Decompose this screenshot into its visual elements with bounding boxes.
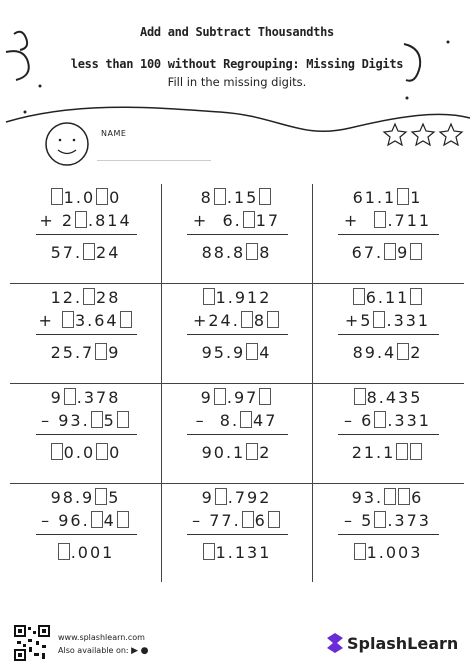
digit-text: 2 [259,443,272,462]
top-number [10,488,161,507]
problem-9 [312,384,463,484]
problem-7 [10,384,161,484]
missing-digit-box[interactable] [384,488,396,505]
missing-digit-box[interactable] [95,343,107,360]
digit-text: 25.7 [50,343,95,362]
second-number [161,511,312,530]
missing-digit-box[interactable] [214,188,226,205]
answer-number [10,543,161,562]
splashlearn-logo-icon [325,632,345,654]
digit-text: 4 [259,343,272,362]
missing-digit-box[interactable] [51,443,63,460]
digit-text: 88.8 [201,243,246,262]
missing-digit-box[interactable] [62,311,74,328]
brand-name: SplashLearn [347,634,459,653]
answer-rule [187,334,288,335]
missing-digit-box[interactable] [117,411,129,428]
second-number [312,311,463,330]
digit-text: 8 [253,311,267,330]
missing-digit-box[interactable] [259,188,271,205]
missing-digit-box[interactable] [58,543,70,560]
website-link[interactable]: www.splashlearn.com [58,633,145,642]
digit-text: .331 [387,411,431,430]
second-number [10,511,161,530]
digit-text: 0 [109,443,122,462]
digit-text: 9 [200,388,213,407]
digit-text: 9 [108,343,121,362]
answer-number [312,343,463,362]
smiley-icon [46,123,88,165]
answer-rule [36,534,137,535]
digit-text: – 96. [41,511,90,530]
missing-digit-box[interactable] [410,243,422,260]
digit-text: 67. [351,243,384,262]
digit-text: 61.1 [352,188,397,207]
worksheet-title-line2: less than 100 without Regrouping: Missing Digits [70,57,404,71]
missing-digit-box[interactable] [64,388,76,405]
digit-text: 6.11 [365,288,410,307]
answer-rule [338,534,439,535]
digit-text: 28 [96,288,121,307]
digit-text: – 77. [192,511,241,530]
missing-digit-box[interactable] [241,311,253,328]
missing-digit-box[interactable] [374,211,386,228]
second-number [10,411,161,430]
missing-digit-box[interactable] [240,411,252,428]
missing-digit-box[interactable] [410,443,422,460]
digit-text: 57. [50,243,83,262]
digit-text: 6 [254,511,267,530]
missing-digit-box[interactable] [410,288,422,305]
missing-digit-box[interactable] [215,488,227,505]
missing-digit-box[interactable] [398,488,410,505]
answer-rule [187,234,288,235]
digit-text: 2 [410,343,423,362]
digit-text: 4 [103,511,116,530]
top-number [161,288,312,307]
missing-digit-box[interactable] [374,411,386,428]
digit-text: 1.0 [63,188,96,207]
problem-1 [10,184,161,284]
problem-10 [10,484,161,584]
top-number [312,288,463,307]
missing-digit-box[interactable] [396,443,408,460]
second-number [312,411,463,430]
missing-digit-box[interactable] [91,511,103,528]
digit-text: 93. [351,488,384,507]
answer-number [10,443,161,462]
answer-rule [338,234,439,235]
answer-number [161,243,312,262]
answer-rule [36,334,137,335]
missing-digit-box[interactable] [397,343,409,360]
digit-text: .331 [386,311,431,330]
missing-digit-box[interactable] [354,388,366,405]
name-label: NAME [101,129,127,138]
top-number [10,388,161,407]
digit-text: 1.912 [215,288,272,307]
digit-text: +24. [192,311,240,330]
digit-text: 1.003 [366,543,423,562]
answer-number [312,543,463,562]
missing-digit-box[interactable] [75,211,87,228]
name-line[interactable] [97,160,211,161]
missing-digit-box[interactable] [397,188,409,205]
problem-8 [161,384,312,484]
digit-text: 47 [253,411,278,430]
digit-text: 0.0 [63,443,96,462]
digit-text: 9 [397,243,410,262]
decorative-header-art [0,0,474,180]
answer-number [10,343,161,362]
worksheet-title-line1: Add and Subtract Thousandths [140,25,334,39]
answer-number [161,543,312,562]
digit-text: 24 [96,243,121,262]
digit-text: – 93. [41,411,90,430]
missing-digit-box[interactable] [96,188,108,205]
answer-rule [338,334,439,335]
top-number [312,488,463,507]
digit-text: 1 [410,188,423,207]
missing-digit-box[interactable] [117,511,129,528]
missing-digit-box[interactable] [203,288,215,305]
answer-number [161,443,312,462]
digit-text: .792 [227,488,272,507]
missing-digit-box[interactable] [83,243,95,260]
digit-text: 8 [259,243,272,262]
missing-digit-box[interactable] [267,311,279,328]
missing-digit-box[interactable] [96,443,108,460]
top-number [161,488,312,507]
top-number [161,388,312,407]
digit-text: 1.131 [215,543,272,562]
problem-12 [312,484,463,584]
missing-digit-box[interactable] [353,288,365,305]
missing-digit-box[interactable] [246,443,258,460]
digit-text: 17 [255,211,281,230]
problem-2 [161,184,312,284]
missing-digit-box[interactable] [203,543,215,560]
problem-6 [312,284,463,384]
missing-digit-box[interactable] [354,543,366,560]
android-icon[interactable]: ▶ [131,646,139,656]
digit-text: + 2 [39,211,75,230]
answer-number [161,343,312,362]
instruction-text: Fill in the missing digits. [167,75,307,89]
answer-rule [187,434,288,435]
digit-text: .373 [387,511,431,530]
digit-text: .15 [226,188,259,207]
answer-rule [36,234,137,235]
top-number [10,188,161,207]
digit-text: 9 [201,488,214,507]
second-number [10,311,161,330]
missing-digit-box[interactable] [120,311,132,328]
digit-text: – 6 [344,411,374,430]
digit-text: + 6. [192,211,242,230]
answer-number [312,243,463,262]
top-number [10,288,161,307]
problem-4 [10,284,161,384]
problem-3 [312,184,463,284]
digit-text: 12. [50,288,83,307]
digit-text: 95.9 [201,343,246,362]
digit-text: 9 [50,388,63,407]
digit-text: 8 [200,188,213,207]
missing-digit-box[interactable] [246,243,258,260]
missing-digit-box[interactable] [246,343,258,360]
answer-number [10,243,161,262]
digit-text: 3.64 [74,311,119,330]
answer-number [312,443,463,462]
digit-text: 6 [411,488,424,507]
missing-digit-box[interactable] [214,388,226,405]
missing-digit-box[interactable] [374,511,386,528]
missing-digit-box[interactable] [242,511,254,528]
digit-text: 5 [103,411,116,430]
answer-rule [36,434,137,435]
digit-text: 8.435 [366,388,423,407]
missing-digit-box[interactable] [83,288,95,305]
digit-text: 5 [108,488,121,507]
second-number [312,511,463,530]
missing-digit-box[interactable] [95,488,107,505]
missing-digit-box[interactable] [268,511,280,528]
second-number [312,211,463,230]
second-number [161,411,312,430]
digit-text: .001 [70,543,115,562]
problem-11 [161,484,312,584]
digit-text: .711 [387,211,432,230]
digit-text: 90.1 [201,443,246,462]
second-number [10,211,161,230]
missing-digit-box[interactable] [384,243,396,260]
answer-rule [338,434,439,435]
top-number [161,188,312,207]
digit-text: + [38,311,61,330]
digit-text: 89.4 [352,343,397,362]
apple-icon[interactable]: ● [140,646,149,656]
missing-digit-box[interactable] [259,388,271,405]
digit-text: +5 [344,311,373,330]
digit-text: – 8. [195,411,240,430]
top-number [312,388,463,407]
answer-rule [187,534,288,535]
second-number [161,211,312,230]
top-number [312,188,463,207]
missing-digit-box[interactable] [51,188,63,205]
digit-text: 21.1 [351,443,396,462]
qr-code-icon [14,625,50,661]
digit-text: 0 [109,188,122,207]
problem-5 [161,284,312,384]
digit-text: – 5 [344,511,374,530]
missing-digit-box[interactable] [243,211,255,228]
digit-text: .378 [76,388,121,407]
missing-digit-box[interactable] [91,411,103,428]
digit-text: + [343,211,374,230]
digit-text: 98.9 [50,488,95,507]
digit-text: .97 [226,388,259,407]
digit-text: .814 [88,211,132,230]
missing-digit-box[interactable] [373,311,385,328]
available-on-text [58,646,149,656]
available-label: Also available on: [58,646,129,655]
second-number [161,311,312,330]
